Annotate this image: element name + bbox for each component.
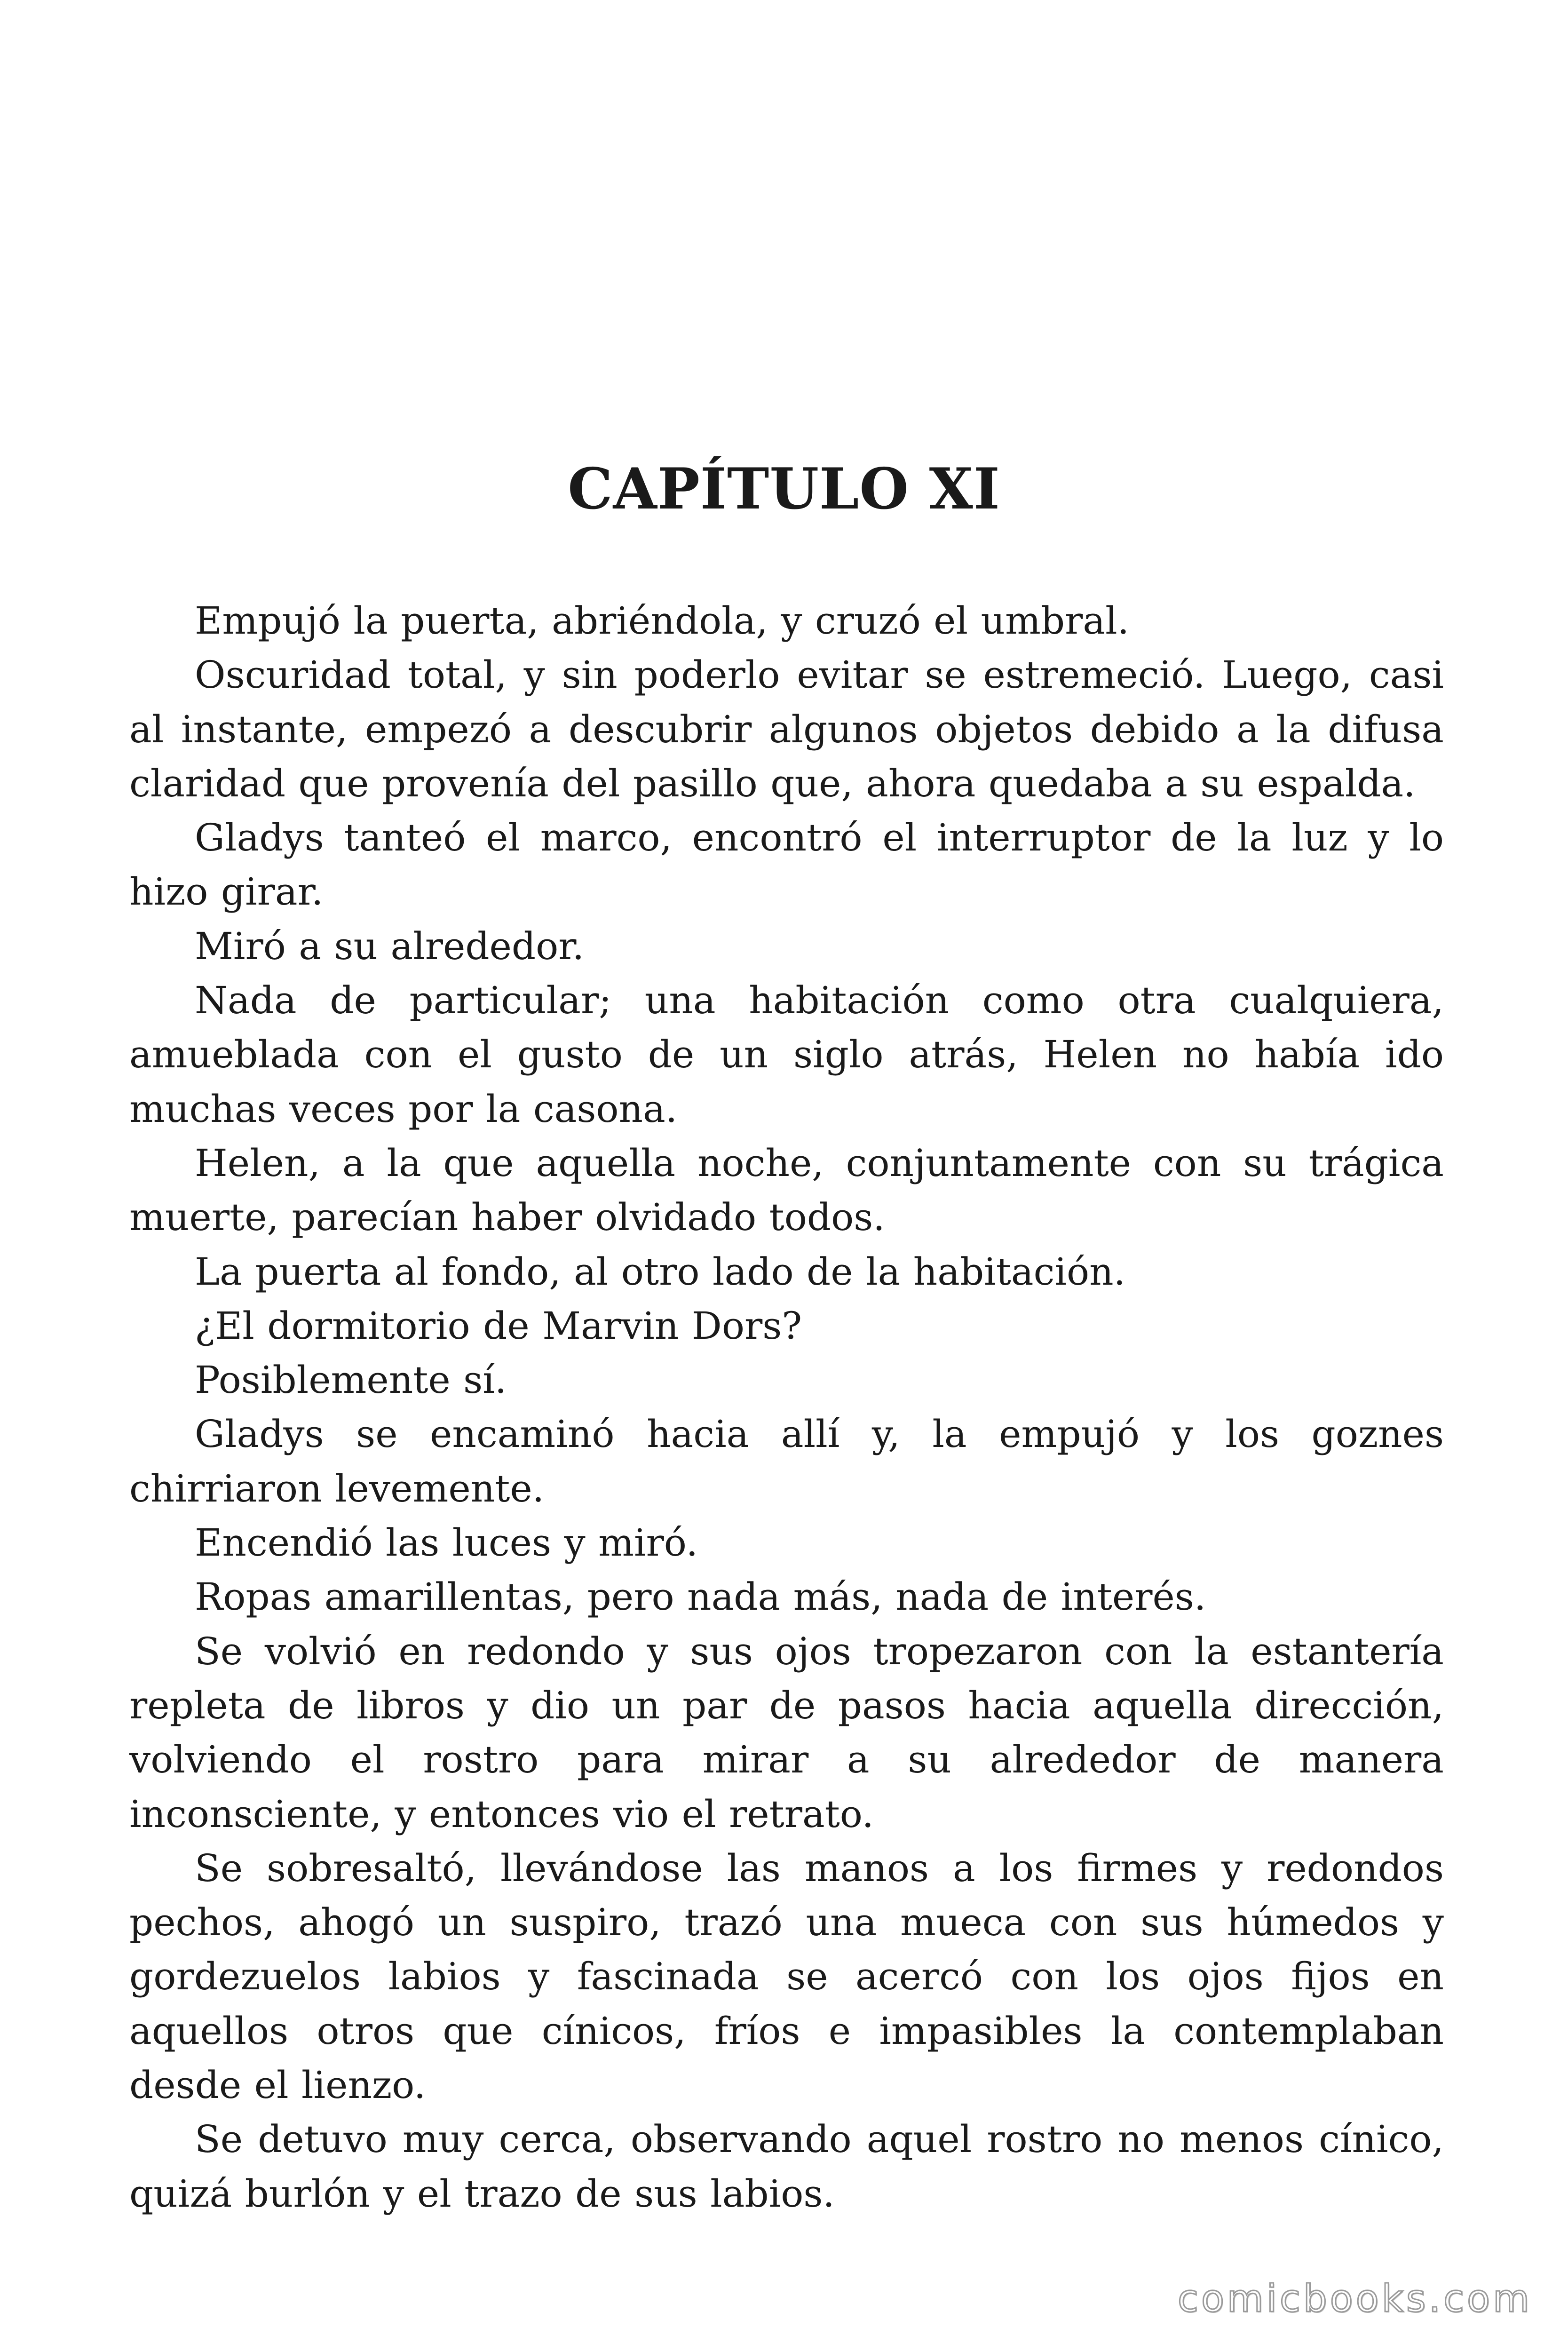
paragraph: Se detuvo muy cerca, observando aquel rostro no menos cínico, quizá burlón y el trazo de sus labios.: [129, 2117, 1444, 2216]
paragraph: Helen, a la que aquella noche, conjuntamente con su trágica muerte, parecían haber olvidado todos.: [129, 1141, 1444, 1240]
paragraph: Nada de particular; una habitación como otra cualquiera, amueblada con el gusto de un siglo atrás, Helen no había ido muchas veces por la casona.: [129, 978, 1444, 1131]
paragraph: Gladys se encaminó hacia allí y, la empujó y los goznes chirriaron levemente.: [129, 1412, 1444, 1510]
paragraph: Encendió las luces y miró.: [195, 1521, 698, 1565]
chapter-title: CAPÍTULO XI: [568, 456, 1000, 522]
paragraph: Gladys tanteó el marco, encontró el interruptor de la luz y lo hizo girar.: [129, 816, 1444, 914]
paragraph: Empujó la puerta, abriéndola, y cruzó el umbral.: [195, 599, 1130, 643]
paragraph: Miró a su alrededor.: [195, 924, 585, 968]
paragraph: Ropas amarillentas, pero nada más, nada de interés.: [195, 1575, 1206, 1619]
paragraph: Oscuridad total, y sin poderlo evitar se estremeció. Luego, casi al instante, empezó a descubrir algunos objetos debido a la difusa claridad que provenía del pasillo que, ahora quedaba a su espalda.: [129, 653, 1444, 805]
chapter-body: [129, 594, 1444, 2221]
paragraph: La puerta al fondo, al otro lado de la habitación.: [195, 1249, 1126, 1294]
paragraph: Posiblemente sí.: [195, 1358, 507, 1402]
paragraph: ¿El dormitorio de Marvin Dors?: [195, 1303, 802, 1348]
paragraph: Se volvió en redondo y sus ojos tropezaron con la estantería repleta de libros y dio un par de pasos hacia aquella dirección, volviendo el rostro para mirar a su alrededor de manera inconsciente, y entonces vio el retrato.: [129, 1629, 1444, 1836]
watermark: comicbooks.com: [1177, 2277, 1532, 2320]
paragraph: Se sobresaltó, llevándose las manos a los firmes y redondos pechos, ahogó un suspiro, trazó una mueca con sus húmedos y gordezuelos labios y fascinada se acercó con los ojos fijos en aquellos otros que cínicos, fríos e impasibles la contemplaban desde el lienzo.: [129, 1846, 1444, 2107]
